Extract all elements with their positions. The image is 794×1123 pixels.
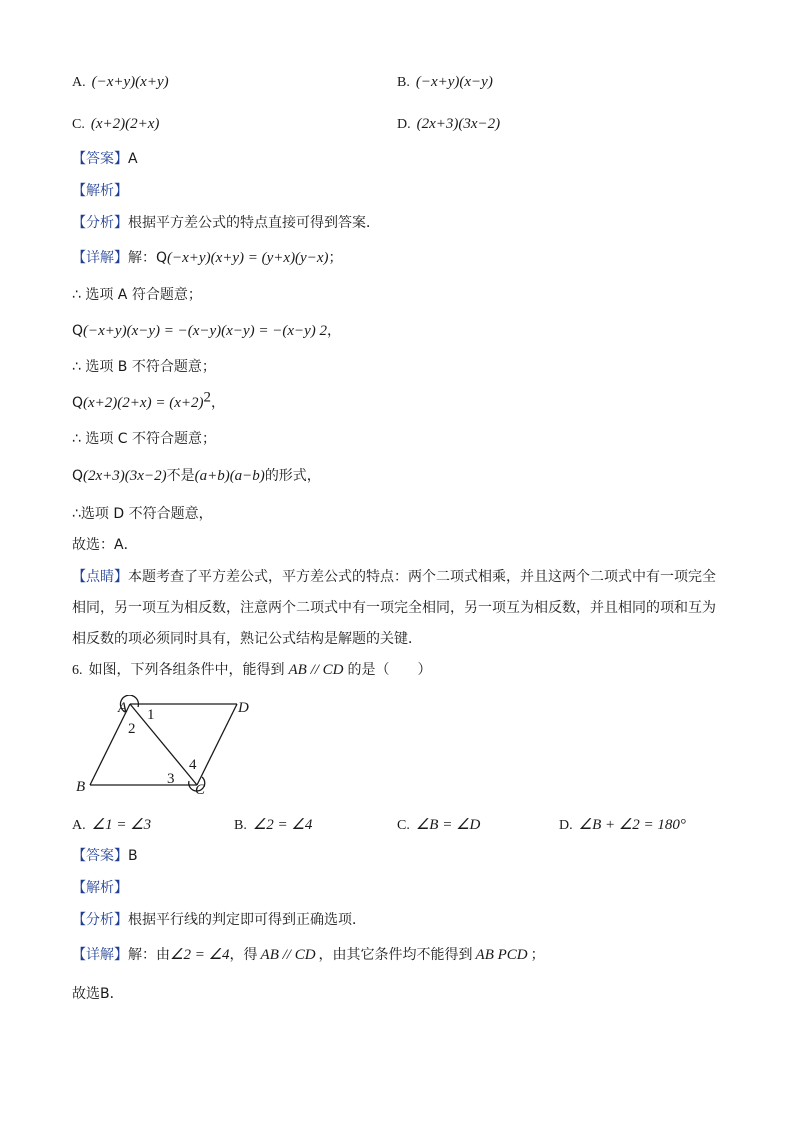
because-symbol: Q: [72, 468, 84, 484]
q6-conclusion: 故选B．: [72, 986, 124, 1002]
q5-answer: [72, 149, 138, 169]
line-end: ，: [327, 323, 342, 339]
math-expression: AB // CD: [260, 947, 316, 963]
segment-cd: [197, 704, 237, 785]
text-mid: ，由其它条件均不能得到: [318, 947, 473, 963]
q5-line3: [72, 321, 341, 341]
answer-label: 【答案】: [72, 151, 128, 167]
q5-option-b: [397, 72, 493, 93]
xiangjie-label: 【详解】: [72, 947, 128, 963]
q6-jiexi: [72, 878, 128, 898]
line-end: 的形式，: [264, 468, 321, 484]
xiangjie-prefix: 解：Q: [128, 250, 168, 266]
q5-line9: 故选：A．: [72, 537, 138, 553]
math-expression: (2x+3)(3x−2): [83, 468, 167, 484]
segment-ab: [90, 704, 130, 785]
fenxi-text: 根据平方差公式的特点直接可得到答案．: [128, 215, 380, 231]
option-letter: D.: [397, 117, 411, 132]
q6-option-b: [234, 815, 312, 836]
q5-option-d: [397, 114, 500, 135]
text-mid: 不是: [166, 468, 195, 484]
q6-option-d: [559, 815, 686, 836]
q5-line4: ∴ 选项 B 不符合题意；: [72, 359, 216, 375]
q6-option-a: [72, 815, 151, 836]
answer-value: B: [128, 848, 138, 864]
math-expression: ∠2 = ∠4: [170, 947, 230, 963]
fenxi-text: 根据平行线的判定即可得到正确选项．: [128, 912, 366, 928]
option-expression: (2x+3)(3x−2): [416, 116, 501, 132]
line-end: ，: [210, 395, 225, 411]
q5-dianjing-line3: 相反数的项必须同时具有，熟记公式结构是解题的关键．: [72, 631, 422, 647]
option-expression: ∠B = ∠D: [415, 817, 481, 833]
angle-4-label: 4: [189, 757, 197, 773]
q5-jiexi: [72, 181, 128, 201]
option-letter: B.: [234, 818, 247, 833]
math-expression: (x+2)(2+x) = (x+2): [83, 395, 204, 411]
question-number: 6.: [72, 663, 83, 678]
vertex-b-label: B: [76, 779, 86, 795]
vertex-d-label: D: [238, 700, 249, 716]
q5-line7: [72, 466, 321, 486]
vertex-a-label: A: [118, 700, 128, 716]
math-expression: AB PCD: [475, 947, 528, 963]
option-expression: (−x+y)(x+y): [91, 74, 169, 90]
option-letter: C.: [397, 818, 410, 833]
parallelogram-figure: [72, 695, 262, 797]
option-letter: A.: [72, 818, 86, 833]
answer-label: 【答案】: [72, 848, 128, 864]
option-letter: B.: [397, 75, 410, 90]
q5-option-a: [72, 72, 169, 93]
angle-3-label: 3: [167, 771, 175, 787]
text-mid: ，得: [229, 947, 258, 963]
q5-line5: [72, 389, 225, 413]
q5-fenxi: [72, 213, 380, 233]
fenxi-label: 【分析】: [72, 215, 128, 231]
angle-2-label: 2: [128, 721, 136, 737]
vertex-c-label: C: [195, 782, 206, 797]
q6-stem: [72, 660, 432, 681]
jiexi-label: 【解析】: [72, 183, 128, 199]
q5-line8: ∴选项 D 不符合题意，: [72, 506, 213, 522]
stem-text: 的是（ ）: [347, 662, 432, 678]
q5-line2: ∴ 选项 A 符合题意；: [72, 287, 202, 303]
option-letter: C.: [72, 117, 85, 132]
line-end: ；: [530, 947, 545, 963]
q6-option-c: [397, 815, 480, 836]
q5-option-c: [72, 114, 159, 135]
dianjing-label: 【点睛】: [72, 569, 128, 585]
angle-1-label: 1: [147, 707, 155, 723]
fenxi-label: 【分析】: [72, 912, 128, 928]
q5-dianjing-line1: [72, 567, 716, 587]
stem-text: 如图，下列各组条件中，能得到: [88, 662, 285, 678]
q5-line6: ∴ 选项 C 不符合题意；: [72, 431, 217, 447]
xiangjie-label: 【详解】: [72, 250, 128, 266]
exponent: 2: [203, 389, 211, 406]
q6-answer: [72, 846, 138, 866]
because-symbol: Q: [72, 323, 84, 339]
q6-fenxi: [72, 910, 366, 930]
q6-xiangjie: [72, 945, 545, 965]
xiangjie-prefix: 解：由: [128, 947, 170, 963]
line-end: ；: [328, 250, 343, 266]
option-expression: ∠2 = ∠4: [252, 817, 313, 833]
math-expression: (−x+y)(x+y) = (y+x)(y−x): [167, 250, 329, 266]
option-expression: (x+2)(2+x): [90, 116, 160, 132]
option-letter: D.: [559, 818, 573, 833]
jiexi-label: 【解析】: [72, 880, 128, 896]
math-expression: (a+b)(a−b): [194, 468, 265, 484]
math-expression: (−x+y)(x−y) = −(x−y)(x−y) = −(x−y) 2: [83, 323, 328, 339]
option-letter: A.: [72, 75, 86, 90]
dianjing-text: 本题考查了平方差公式，平方差公式的特点：两个二项式相乘，并且这两个二项式中有一项完全: [128, 569, 716, 585]
option-expression: (−x+y)(x−y): [415, 74, 493, 90]
q5-dianjing-line2: 相同，另一项互为相反数，注意两个二项式中有一项完全相同，另一项互为相反数，并且相同的项和互为: [72, 600, 716, 616]
math-expression: AB // CD: [288, 662, 344, 678]
because-symbol: Q: [72, 395, 84, 411]
answer-value: A: [128, 151, 138, 167]
segment-ac: [130, 704, 197, 785]
q5-xiangjie-line1: [72, 248, 343, 268]
option-expression: ∠B + ∠2 = 180°: [578, 817, 686, 833]
option-expression: ∠1 = ∠3: [91, 817, 152, 833]
